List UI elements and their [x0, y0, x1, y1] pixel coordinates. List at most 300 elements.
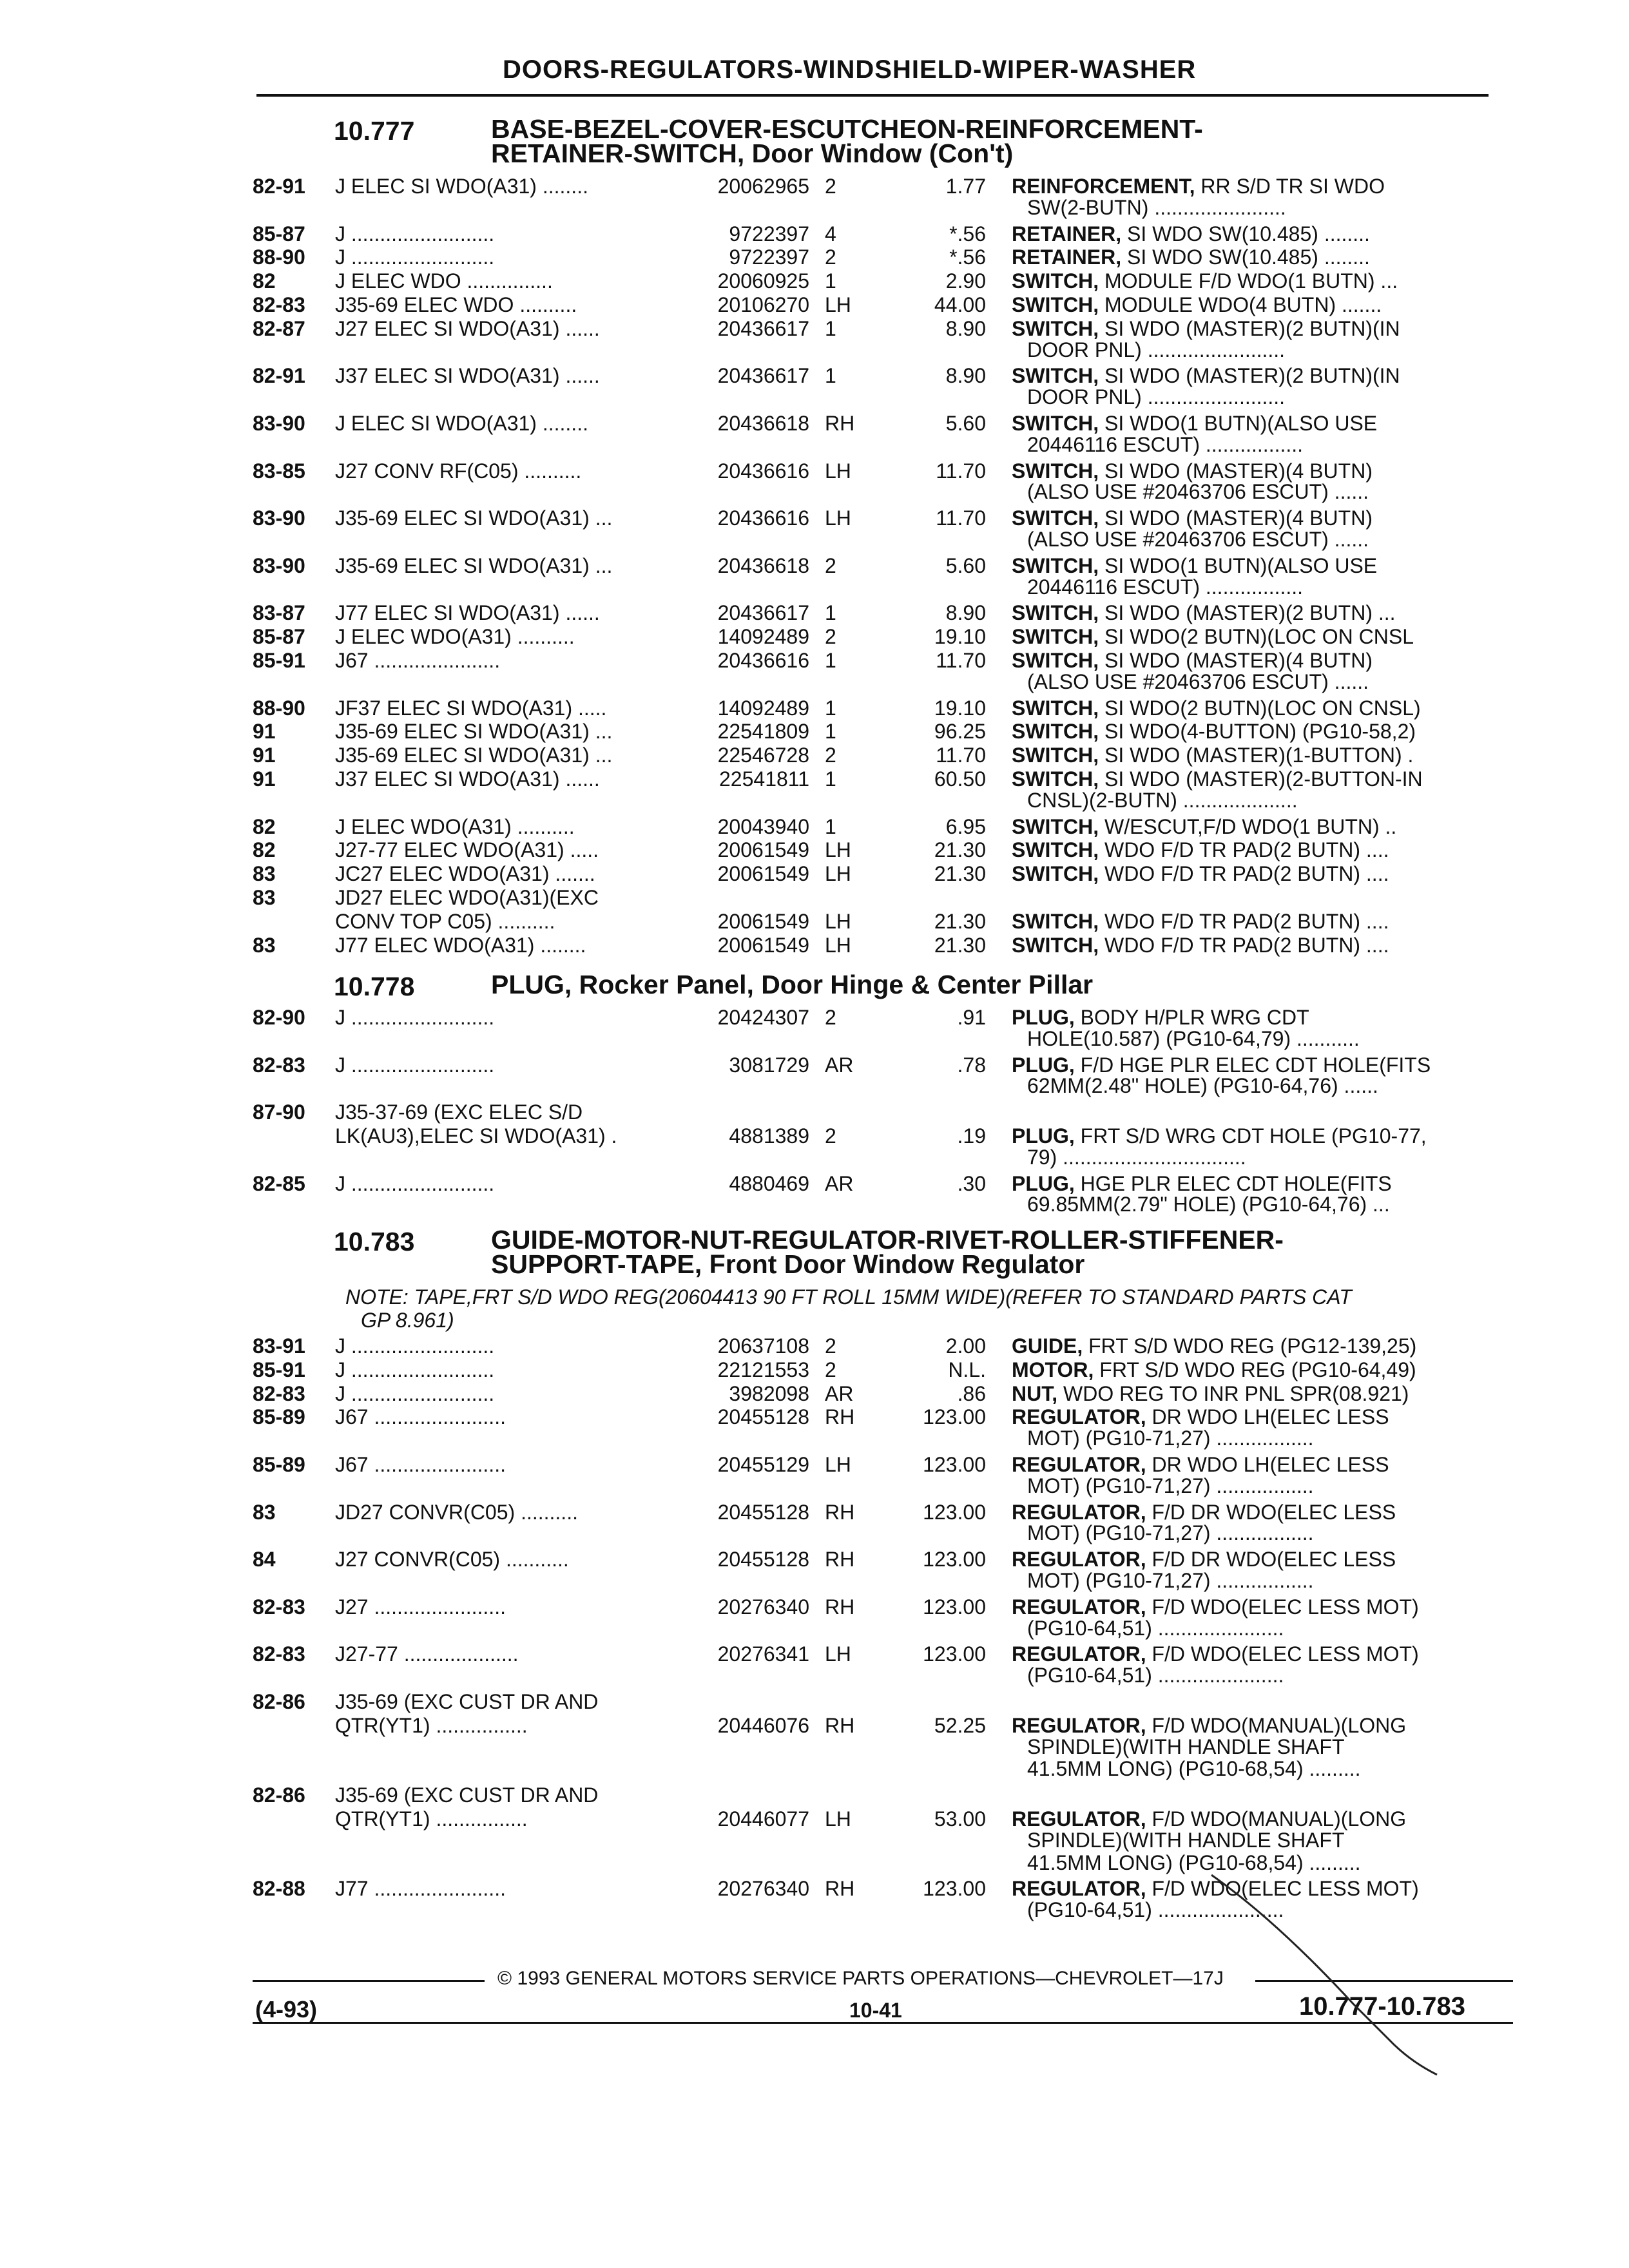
part-number-cell: 22546728	[717, 744, 809, 767]
description-cell: SWITCH, SI WDO (MASTER)(4 BUTN)	[1012, 649, 1373, 672]
description-cell: RETAINER, SI WDO SW(10.485) ........	[1012, 222, 1370, 245]
description-cell: REGULATOR, DR WDO LH(ELEC LESS	[1012, 1405, 1389, 1429]
price-cell: 123.00	[923, 1453, 986, 1476]
parts-row	[0, 411, 1629, 437]
parts-row	[0, 933, 1629, 959]
price-cell: 11.70	[936, 459, 986, 483]
years-cell: 83	[253, 933, 276, 957]
part-number-cell: 20446076	[717, 1713, 809, 1737]
price-cell: 11.70	[936, 649, 986, 672]
model-cell: J .........................	[335, 1006, 495, 1029]
years-cell: 82-83	[253, 1053, 305, 1077]
part-number-cell: 20455129	[717, 1453, 809, 1476]
description-continuation: (ALSO USE #20463706 ESCUT) ......	[1027, 669, 1369, 693]
parts-row	[0, 648, 1629, 674]
model-cell: QTR(YT1) ................	[335, 1807, 528, 1831]
description-continuation: 20446116 ESCUT) .................	[1027, 575, 1304, 599]
description-cell: SWITCH, WDO F/D TR PAD(2 BUTN) ....	[1012, 909, 1389, 933]
model-cell: J35-37-69 (EXC ELEC S/D	[335, 1100, 583, 1124]
section-title: PLUG, Rocker Panel, Door Hinge & Center Pillar	[491, 970, 1094, 999]
qty-cell: LH	[825, 933, 851, 957]
years-cell: 82-88	[253, 1877, 305, 1901]
description-cell: REGULATOR, F/D WDO(MANUAL)(LONG	[1012, 1713, 1407, 1737]
footer-rule-left	[253, 1980, 485, 1982]
part-number-cell: 20061549	[717, 933, 809, 957]
years-cell: 82-91	[253, 364, 305, 388]
years-cell: 85-91	[253, 1358, 305, 1381]
description-cell: SWITCH, SI WDO(1 BUTN)(ALSO USE	[1012, 412, 1378, 435]
description-continuation: MOT) (PG10-71,27) .................	[1027, 1521, 1314, 1545]
qty-cell: AR	[825, 1381, 854, 1405]
price-cell: 11.70	[936, 506, 986, 530]
years-cell: 82-85	[253, 1171, 305, 1195]
price-cell: 11.70	[936, 744, 986, 767]
description-continuation: SPINDLE)(WITH HANDLE SHAFT	[1027, 1735, 1345, 1758]
parts-row	[0, 1334, 1629, 1360]
years-cell: 83-87	[253, 601, 305, 625]
description-cell: SWITCH, SI WDO (MASTER)(2-BUTTON-IN	[1012, 767, 1423, 791]
qty-cell: 2	[825, 744, 836, 767]
description-continuation: 69.85MM(2.79" HOLE) (PG10-64,76) ...	[1027, 1193, 1390, 1216]
section-title: SUPPORT-TAPE, Front Door Window Regulator	[491, 1249, 1085, 1279]
price-cell: N.L.	[948, 1358, 986, 1381]
years-cell: 88-90	[253, 245, 305, 269]
model-cell: J .........................	[335, 222, 495, 245]
qty-cell: 1	[825, 364, 836, 388]
description-cell: REGULATOR, F/D WDO(ELEC LESS MOT)	[1012, 1595, 1419, 1619]
model-cell: J67 ......................	[335, 649, 501, 672]
model-cell: J77 ELEC SI WDO(A31) ......	[335, 601, 600, 625]
section-note: NOTE: TAPE,FRT S/D WDO REG(20604413 90 FT ROLL 15MM WIDE)(REFER TO STANDARD PARTS CAT	[345, 1285, 1352, 1309]
part-number-cell: 9722397	[729, 222, 809, 245]
parts-row	[0, 696, 1629, 722]
model-cell: J27-77 ELEC WDO(A31) .....	[335, 838, 599, 862]
parts-row	[0, 363, 1629, 389]
parts-row	[0, 1500, 1629, 1526]
part-number-cell: 20436616	[717, 459, 809, 483]
parts-row	[0, 316, 1629, 342]
model-cell: J27 ELEC SI WDO(A31) ......	[335, 316, 600, 340]
footer-date: (4-93)	[255, 1996, 318, 2023]
description-continuation: 62MM(2.48" HOLE) (PG10-64,76) ......	[1027, 1074, 1378, 1098]
part-number-cell: 20062965	[717, 175, 809, 198]
qty-cell: RH	[825, 1595, 855, 1619]
price-cell: 19.10	[934, 696, 986, 720]
price-cell: .30	[957, 1171, 986, 1195]
description-continuation: SPINDLE)(WITH HANDLE SHAFT	[1027, 1828, 1345, 1852]
description-continuation: MOT) (PG10-71,27) .................	[1027, 1474, 1314, 1497]
parts-row	[0, 1595, 1629, 1620]
years-cell: 82-90	[253, 1006, 305, 1029]
description-cell: SWITCH, SI WDO (MASTER)(4 BUTN)	[1012, 506, 1373, 530]
parts-row	[0, 1713, 1629, 1739]
years-cell: 82-86	[253, 1690, 305, 1713]
years-cell: 85-89	[253, 1405, 305, 1429]
qty-cell: RH	[825, 1548, 855, 1571]
description-cell: REGULATOR, DR WDO LH(ELEC LESS	[1012, 1453, 1389, 1476]
price-cell: 8.90	[945, 316, 986, 340]
qty-cell: LH	[825, 1807, 851, 1831]
page-header: DOORS-REGULATORS-WINDSHIELD-WIPER-WASHER	[503, 55, 1197, 84]
part-number-cell: 20455128	[717, 1500, 809, 1524]
part-number-cell: 20436617	[717, 364, 809, 388]
description-continuation: 79) ................................	[1027, 1145, 1246, 1169]
model-cell: J77 ELEC WDO(A31) ........	[335, 933, 586, 957]
description-cell: PLUG, BODY H/PLR WRG CDT	[1012, 1006, 1309, 1029]
model-cell: J35-69 ELEC SI WDO(A31) ...	[335, 720, 613, 744]
model-cell: J35-69 ELEC SI WDO(A31) ...	[335, 506, 613, 530]
model-cell: LK(AU3),ELEC SI WDO(A31) .	[335, 1124, 617, 1148]
years-cell: 83-90	[253, 412, 305, 435]
footer-section-range: 10.777-10.783	[1299, 1992, 1466, 2021]
part-number-cell: 20436618	[717, 553, 809, 577]
description-cell: SWITCH, SI WDO(4-BUTTON) (PG10-58,2)	[1012, 720, 1416, 744]
qty-cell: 2	[825, 175, 836, 198]
description-continuation: MOT) (PG10-71,27) .................	[1027, 1569, 1314, 1592]
qty-cell: RH	[825, 1713, 855, 1737]
parts-row	[0, 459, 1629, 485]
qty-cell: 1	[825, 720, 836, 744]
qty-cell: 1	[825, 269, 836, 293]
description-cell: SWITCH, SI WDO (MASTER)(2 BUTN)(IN	[1012, 316, 1400, 340]
price-cell: 6.95	[945, 814, 986, 838]
price-cell: 123.00	[923, 1405, 986, 1429]
model-cell: J ELEC WDO(A31) ..........	[335, 814, 575, 838]
years-cell: 82-91	[253, 175, 305, 198]
part-number-cell: 22541809	[717, 720, 809, 744]
description-cell: SWITCH, SI WDO(2 BUTN)(LOC ON CNSL	[1012, 625, 1414, 649]
model-cell: J ELEC WDO(A31) ..........	[335, 625, 575, 649]
part-number-cell: 22121553	[717, 1358, 809, 1381]
years-cell: 83-90	[253, 553, 305, 577]
years-cell: 88-90	[253, 696, 305, 720]
description-cell: SWITCH, WDO F/D TR PAD(2 BUTN) ....	[1012, 838, 1389, 862]
price-cell: 21.30	[934, 838, 986, 862]
price-cell: .19	[957, 1124, 986, 1148]
part-number-cell: 4881389	[729, 1124, 809, 1148]
description-continuation: DOOR PNL) ........................	[1027, 385, 1286, 409]
qty-cell: 1	[825, 696, 836, 720]
model-cell: J35-69 (EXC CUST DR AND	[335, 1783, 599, 1807]
price-cell: 2.90	[945, 269, 986, 293]
price-cell: .86	[957, 1381, 986, 1405]
model-cell: J ELEC WDO ...............	[335, 269, 553, 293]
model-cell: J .........................	[335, 1171, 495, 1195]
model-cell: J27 CONVR(C05) ...........	[335, 1548, 569, 1571]
section-title: RETAINER-SWITCH, Door Window (Con't)	[491, 139, 1014, 168]
years-cell: 82	[253, 814, 276, 838]
model-cell: CONV TOP C05) ..........	[335, 909, 555, 933]
parts-row	[0, 1358, 1629, 1383]
description-cell: SWITCH, W/ESCUT,F/D WDO(1 BUTN) ..	[1012, 814, 1397, 838]
price-cell: 21.30	[934, 933, 986, 957]
description-continuation: 41.5MM LONG) (PG10-68,54) .........	[1027, 1850, 1361, 1874]
price-cell: 21.30	[934, 909, 986, 933]
footer-page-number: 10-41	[849, 1999, 902, 2022]
part-number-cell: 20061549	[717, 862, 809, 886]
parts-row	[0, 885, 1629, 911]
part-number-cell: 4880469	[729, 1171, 809, 1195]
model-cell: J .........................	[335, 1053, 495, 1077]
part-number-cell: 20061549	[717, 909, 809, 933]
part-number-cell: 3982098	[729, 1381, 809, 1405]
part-number-cell: 20276340	[717, 1595, 809, 1619]
qty-cell: 2	[825, 1334, 836, 1358]
years-cell: 85-91	[253, 649, 305, 672]
price-cell: 123.00	[923, 1548, 986, 1571]
years-cell: 85-87	[253, 222, 305, 245]
qty-cell: 1	[825, 601, 836, 625]
qty-cell: LH	[825, 506, 851, 530]
years-cell: 83	[253, 886, 276, 909]
model-cell: J27 CONV RF(C05) ..........	[335, 459, 582, 483]
qty-cell: 2	[825, 245, 836, 269]
description-continuation: 20446116 ESCUT) .................	[1027, 432, 1304, 456]
description-cell: SWITCH, WDO F/D TR PAD(2 BUTN) ....	[1012, 933, 1389, 957]
model-cell: J35-69 ELEC SI WDO(A31) ...	[335, 553, 613, 577]
years-cell: 87-90	[253, 1100, 305, 1124]
part-number-cell: 20436618	[717, 412, 809, 435]
years-cell: 83-90	[253, 506, 305, 530]
description-cell: PLUG, F/D HGE PLR ELEC CDT HOLE(FITS	[1012, 1053, 1431, 1077]
description-cell: PLUG, HGE PLR ELEC CDT HOLE(FITS	[1012, 1171, 1392, 1195]
part-number-cell: 3081729	[729, 1053, 809, 1077]
part-number-cell: 20043940	[717, 814, 809, 838]
parts-row	[0, 838, 1629, 863]
years-cell: 91	[253, 744, 276, 767]
years-cell: 82	[253, 269, 276, 293]
description-cell: REGULATOR, F/D WDO(ELEC LESS MOT)	[1012, 1642, 1419, 1666]
parts-row	[0, 767, 1629, 793]
part-number-cell: 14092489	[717, 625, 809, 649]
parts-row	[0, 293, 1629, 318]
parts-row	[0, 1642, 1629, 1667]
qty-cell: RH	[825, 1877, 855, 1901]
model-cell: J ELEC SI WDO(A31) ........	[335, 412, 588, 435]
price-cell: 60.50	[934, 767, 986, 791]
part-number-cell: 20276340	[717, 1877, 809, 1901]
model-cell: J .........................	[335, 1358, 495, 1381]
description-continuation: (PG10-64,51) ......................	[1027, 1898, 1284, 1922]
price-cell: 44.00	[934, 293, 986, 316]
price-cell: *.56	[949, 245, 986, 269]
parts-row	[0, 1005, 1629, 1031]
parts-row	[0, 506, 1629, 532]
price-cell: *.56	[949, 222, 986, 245]
model-cell: J35-69 ELEC WDO ..........	[335, 293, 577, 316]
description-cell: SWITCH, SI WDO(1 BUTN)(ALSO USE	[1012, 553, 1378, 577]
parts-row	[0, 1124, 1629, 1149]
part-number-cell: 20436617	[717, 601, 809, 625]
parts-row	[0, 553, 1629, 579]
part-number-cell: 9722397	[729, 245, 809, 269]
description-continuation: SW(2-BUTN) .......................	[1027, 195, 1286, 219]
description-continuation: (PG10-64,51) ......................	[1027, 1616, 1284, 1640]
parts-row	[0, 1783, 1629, 1809]
description-cell: SWITCH, WDO F/D TR PAD(2 BUTN) ....	[1012, 862, 1389, 886]
model-cell: J .........................	[335, 1334, 495, 1358]
description-continuation: 41.5MM LONG) (PG10-68,54) .........	[1027, 1757, 1361, 1781]
description-continuation: (ALSO USE #20463706 ESCUT) ......	[1027, 528, 1369, 551]
description-cell: REGULATOR, F/D WDO(MANUAL)(LONG	[1012, 1807, 1407, 1831]
section-note: GP 8.961)	[361, 1309, 454, 1332]
qty-cell: 2	[825, 1358, 836, 1381]
qty-cell: 1	[825, 814, 836, 838]
qty-cell: AR	[825, 1171, 854, 1195]
qty-cell: LH	[825, 293, 851, 316]
years-cell: 82-83	[253, 1595, 305, 1619]
qty-cell: 2	[825, 1124, 836, 1148]
description-cell: SWITCH, SI WDO (MASTER)(1-BUTTON) .	[1012, 744, 1414, 767]
model-cell: JC27 ELEC WDO(A31) .......	[335, 862, 595, 886]
description-cell: SWITCH, MODULE WDO(4 BUTN) .......	[1012, 293, 1382, 316]
qty-cell: RH	[825, 412, 855, 435]
model-cell: J27 .......................	[335, 1595, 506, 1619]
price-cell: 2.00	[945, 1334, 986, 1358]
qty-cell: 2	[825, 1006, 836, 1029]
parts-row	[0, 861, 1629, 887]
part-number-cell: 20446077	[717, 1807, 809, 1831]
qty-cell: 2	[825, 625, 836, 649]
years-cell: 82-86	[253, 1783, 305, 1807]
parts-row	[0, 1053, 1629, 1079]
description-cell: REGULATOR, F/D WDO(ELEC LESS MOT)	[1012, 1877, 1419, 1901]
price-cell: 8.90	[945, 364, 986, 388]
parts-row	[0, 222, 1629, 247]
parts-row	[0, 1547, 1629, 1573]
price-cell: 123.00	[923, 1877, 986, 1901]
header-rule	[256, 94, 1489, 97]
part-number-cell: 20436616	[717, 506, 809, 530]
years-cell: 85-87	[253, 625, 305, 649]
description-cell: NUT, WDO REG TO INR PNL SPR(08.921)	[1012, 1381, 1409, 1405]
model-cell: J67 .......................	[335, 1405, 506, 1429]
price-cell: 1.77	[945, 175, 986, 198]
price-cell: 5.60	[945, 553, 986, 577]
description-continuation: DOOR PNL) ........................	[1027, 338, 1286, 361]
qty-cell: 1	[825, 649, 836, 672]
description-cell: REGULATOR, F/D DR WDO(ELEC LESS	[1012, 1500, 1396, 1524]
qty-cell: RH	[825, 1500, 855, 1524]
model-cell: J .........................	[335, 245, 495, 269]
qty-cell: 1	[825, 767, 836, 791]
model-cell: JD27 ELEC WDO(A31)(EXC	[335, 886, 599, 909]
description-continuation: (ALSO USE #20463706 ESCUT) ......	[1027, 480, 1369, 504]
qty-cell: RH	[825, 1405, 855, 1429]
description-continuation: (PG10-64,51) ......................	[1027, 1664, 1284, 1687]
description-cell: SWITCH, MODULE F/D WDO(1 BUTN) ...	[1012, 269, 1398, 293]
section-number: 10.778	[334, 972, 415, 1001]
model-cell: QTR(YT1) ................	[335, 1713, 528, 1737]
qty-cell: AR	[825, 1053, 854, 1077]
parts-row	[0, 174, 1629, 200]
model-cell: J .........................	[335, 1381, 495, 1405]
description-cell: MOTOR, FRT S/D WDO REG (PG10-64,49)	[1012, 1358, 1416, 1381]
section-number: 10.777	[334, 116, 415, 146]
part-number-cell: 20106270	[717, 293, 809, 316]
qty-cell: LH	[825, 1642, 851, 1666]
description-continuation: CNSL)(2-BUTN) ....................	[1027, 788, 1298, 812]
years-cell: 82-87	[253, 316, 305, 340]
qty-cell: LH	[825, 862, 851, 886]
price-cell: 123.00	[923, 1500, 986, 1524]
years-cell: 83-91	[253, 1334, 305, 1358]
model-cell: J ELEC SI WDO(A31) ........	[335, 175, 588, 198]
years-cell: 91	[253, 720, 276, 744]
model-cell: J77 .......................	[335, 1877, 506, 1901]
model-cell: J37 ELEC SI WDO(A31) ......	[335, 767, 600, 791]
section-number: 10.783	[334, 1227, 415, 1256]
parts-row	[0, 601, 1629, 626]
qty-cell: LH	[825, 838, 851, 862]
parts-row	[0, 1452, 1629, 1478]
part-number-cell: 20455128	[717, 1405, 809, 1429]
description-cell: SWITCH, SI WDO (MASTER)(2 BUTN) ...	[1012, 601, 1396, 625]
years-cell: 82-83	[253, 293, 305, 316]
model-cell: JD27 CONVR(C05) ..........	[335, 1500, 578, 1524]
qty-cell: LH	[825, 1453, 851, 1476]
part-number-cell: 20061549	[717, 838, 809, 862]
description-cell: SWITCH, SI WDO (MASTER)(2 BUTN)(IN	[1012, 364, 1400, 388]
years-cell: 83	[253, 1500, 276, 1524]
footer-copyright: © 1993 GENERAL MOTORS SERVICE PARTS OPERATIONS—CHEVROLET—17J	[497, 1968, 1224, 1989]
section-title: GUIDE-MOTOR-NUT-REGULATOR-RIVET-ROLLER-STIFFENER-	[491, 1225, 1284, 1254]
parts-row	[0, 909, 1629, 935]
description-cell: SWITCH, SI WDO (MASTER)(4 BUTN)	[1012, 459, 1373, 483]
years-cell: 91	[253, 767, 276, 791]
price-cell: 5.60	[945, 412, 986, 435]
model-cell: J37 ELEC SI WDO(A31) ......	[335, 364, 600, 388]
part-number-cell: 20436617	[717, 316, 809, 340]
years-cell: 85-89	[253, 1453, 305, 1476]
price-cell: .91	[957, 1006, 986, 1029]
years-cell: 84	[253, 1548, 276, 1571]
years-cell: 83-85	[253, 459, 305, 483]
part-number-cell: 20436616	[717, 649, 809, 672]
qty-cell: 4	[825, 222, 836, 245]
qty-cell: LH	[825, 909, 851, 933]
qty-cell: 1	[825, 316, 836, 340]
description-cell: REINFORCEMENT, RR S/D TR SI WDO	[1012, 175, 1385, 198]
parts-row	[0, 1381, 1629, 1407]
parts-row	[0, 1405, 1629, 1430]
parts-row	[0, 1100, 1629, 1126]
model-cell: J27-77 ....................	[335, 1642, 519, 1666]
description-cell: SWITCH, SI WDO(2 BUTN)(LOC ON CNSL)	[1012, 696, 1421, 720]
years-cell: 83	[253, 862, 276, 886]
description-cell: PLUG, FRT S/D WRG CDT HOLE (PG10-77,	[1012, 1124, 1427, 1148]
parts-row	[0, 743, 1629, 769]
parts-row	[0, 624, 1629, 650]
part-number-cell: 20455128	[717, 1548, 809, 1571]
description-cell: RETAINER, SI WDO SW(10.485) ........	[1012, 245, 1370, 269]
qty-cell: 2	[825, 553, 836, 577]
description-cell: REGULATOR, F/D DR WDO(ELEC LESS	[1012, 1548, 1396, 1571]
parts-row	[0, 814, 1629, 840]
years-cell: 82-83	[253, 1381, 305, 1405]
price-cell: 123.00	[923, 1595, 986, 1619]
price-cell: 52.25	[934, 1713, 986, 1737]
price-cell: 123.00	[923, 1642, 986, 1666]
years-cell: 82-83	[253, 1642, 305, 1666]
parts-row	[0, 1689, 1629, 1715]
price-cell: 19.10	[934, 625, 986, 649]
parts-row	[0, 1807, 1629, 1832]
part-number-cell: 20060925	[717, 269, 809, 293]
part-number-cell: 20637108	[717, 1334, 809, 1358]
price-cell: .78	[957, 1053, 986, 1077]
description-continuation: HOLE(10.587) (PG10-64,79) ...........	[1027, 1026, 1360, 1050]
